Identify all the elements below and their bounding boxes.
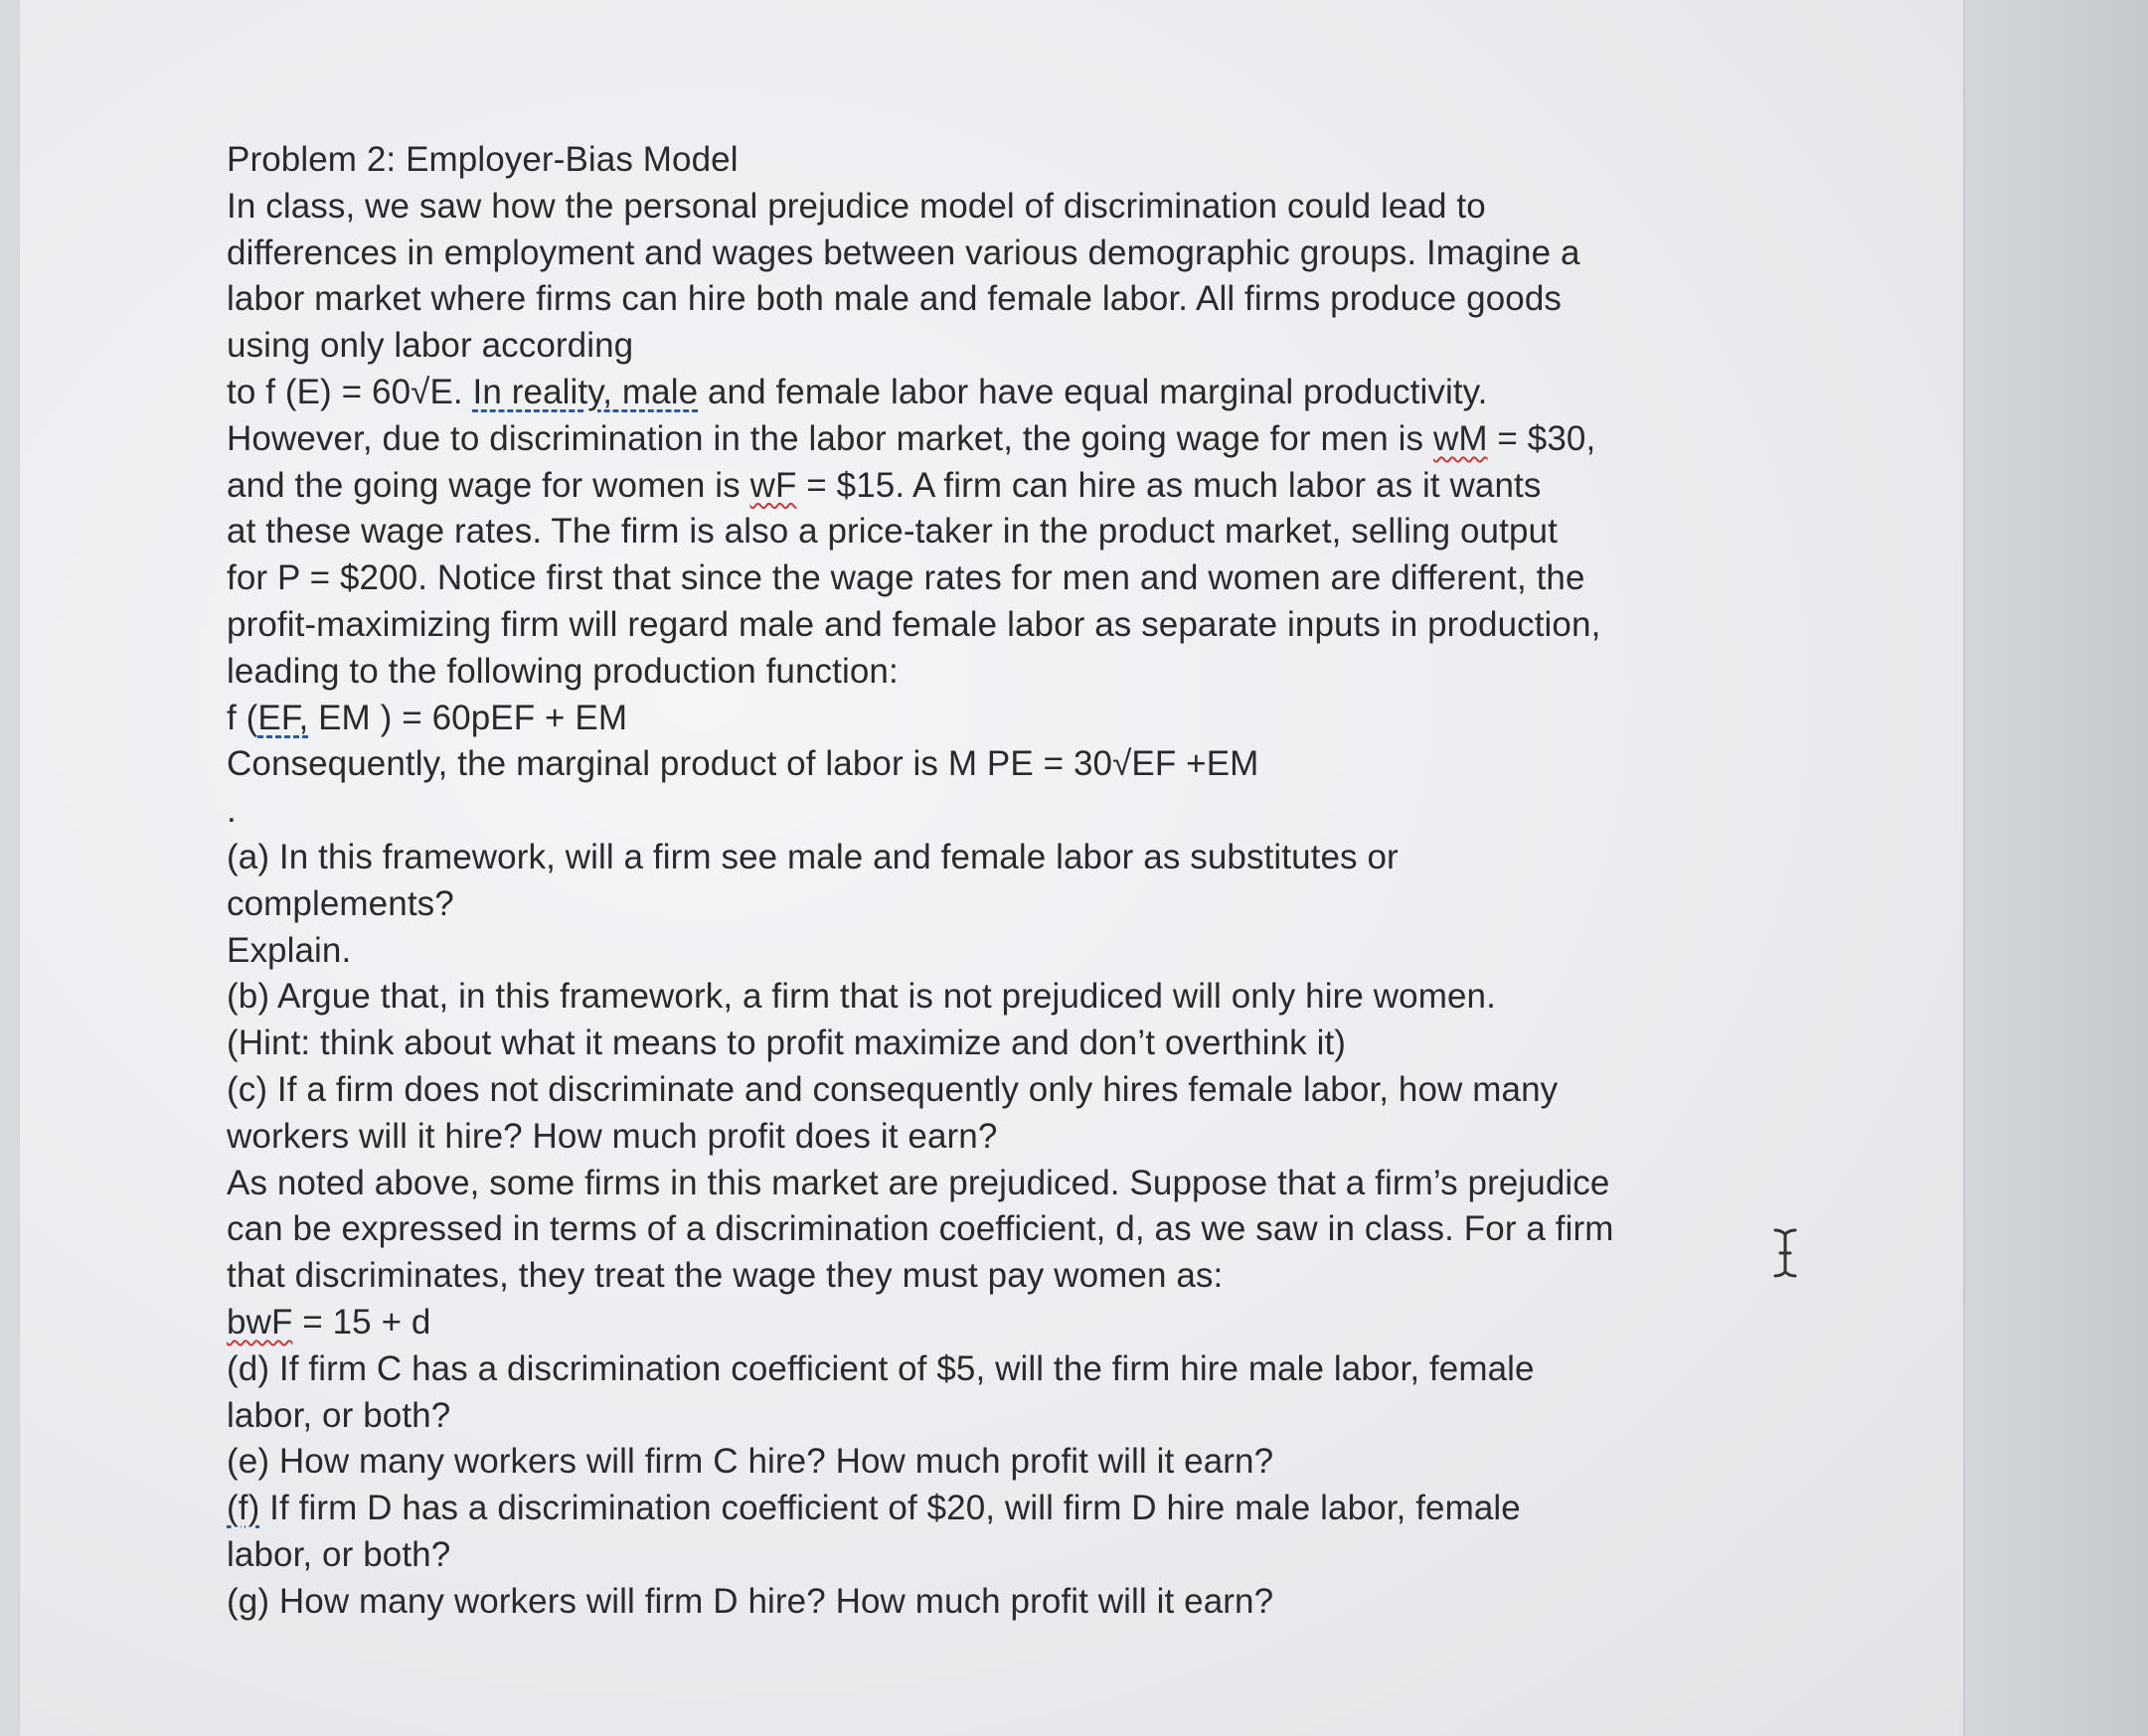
production-prefix: to f (E) = 60√E. <box>227 372 473 411</box>
question-line: Explain. <box>227 930 352 970</box>
text-cursor-icon <box>1771 1227 1799 1279</box>
bwf-line <box>227 1300 1737 1346</box>
stray-dot: . <box>227 791 237 831</box>
body-line: profit-maximizing firm will regard male and female labor as separate inputs in production, <box>227 604 1601 644</box>
wage-women-prefix: and the going wage for women is <box>227 465 750 505</box>
wage-line-women <box>227 463 1737 510</box>
question-line: (b) Argue that, in this framework, a firm that is not prejudiced will only hire women. <box>227 977 1496 1017</box>
question-line: workers will it hire? How much profit does it earn? <box>227 1116 998 1156</box>
grammar-flag-ef[interactable]: EF, <box>257 698 309 737</box>
production-line <box>227 370 1737 416</box>
question-f-suffix: If firm D has a discrimination coefficient of $20, will firm D hire male labor, female <box>259 1489 1521 1528</box>
question-line: As noted above, some firms in this market are prejudiced. Suppose that a firm’s prejudice <box>227 1163 1610 1202</box>
problem-title: Problem 2: Employer-Bias Model <box>227 140 739 179</box>
question-line: (Hint: think about what it means to profit maximize and don’t overthink it) <box>227 1024 1347 1063</box>
question-line: (c) If a firm does not discriminate and consequently only hires female labor, how many <box>227 1069 1559 1109</box>
question-f-line <box>227 1486 1737 1532</box>
intro-line: In class, we saw how the personal prejudice model of discrimination could lead to <box>227 186 1486 226</box>
question-line: (g) How many workers will firm D hire? How much profit will it earn? <box>227 1581 1274 1621</box>
question-line: labor, or both? <box>227 1395 451 1435</box>
question-line: that discriminates, they treat the wage they must pay women as: <box>227 1256 1224 1296</box>
body-line: at these wage rates. The firm is also a price-taker in the product market, selling output <box>227 512 1558 552</box>
function-line <box>227 696 1737 742</box>
spellcheck-flag-bwf[interactable]: bwF <box>227 1302 293 1341</box>
grammar-flag[interactable]: In reality, male <box>472 372 699 411</box>
bwf-suffix: = 15 + d <box>292 1302 431 1341</box>
body-line: for P = $200. Notice first that since the wage rates for men and women are different, the <box>227 558 1585 598</box>
window-margin <box>1965 0 2148 1736</box>
intro-line: labor market where firms can hire both male and female labor. All firms produce goods <box>227 279 1563 319</box>
question-line: labor, or both? <box>227 1534 451 1574</box>
body-line: leading to the following production function: <box>227 651 899 691</box>
marginal-product-line: Consequently, the marginal product of labor is M PE = 30√EF +EM <box>227 744 1259 784</box>
question-line: (e) How many workers will firm C hire? How much profit will it earn? <box>227 1442 1274 1482</box>
spellcheck-flag-wf[interactable]: wF <box>749 465 797 505</box>
wage-men-prefix: However, due to discrimination in the labor market, the going wage for men is <box>227 418 1433 458</box>
question-line: (d) If firm C has a discrimination coefficient of $5, will the firm hire male labor, female <box>227 1348 1535 1388</box>
intro-line: differences in employment and wages between various demographic groups. Imagine a <box>227 233 1580 272</box>
question-line: (a) In this framework, will a firm see male and female labor as substitutes or <box>227 837 1399 876</box>
spellcheck-flag-wm[interactable]: wM <box>1432 418 1488 458</box>
function-suffix: EM ) = 60pEF + EM <box>308 698 628 737</box>
production-suffix: and female labor have equal marginal productivity. <box>698 372 1488 411</box>
function-prefix: f ( <box>227 698 258 737</box>
question-line: complements? <box>227 883 454 923</box>
intro-line: using only labor according <box>227 326 634 366</box>
wage-men-suffix: = $30, <box>1487 418 1596 458</box>
grammar-flag-f[interactable]: (f) <box>227 1489 260 1528</box>
wage-women-suffix: = $15. A firm can hire as much labor as it wants <box>796 465 1542 505</box>
document-text[interactable] <box>227 137 1737 1626</box>
question-line: can be expressed in terms of a discrimination coefficient, d, as we saw in class. For a firm <box>227 1209 1614 1249</box>
wage-line-men <box>227 416 1737 463</box>
